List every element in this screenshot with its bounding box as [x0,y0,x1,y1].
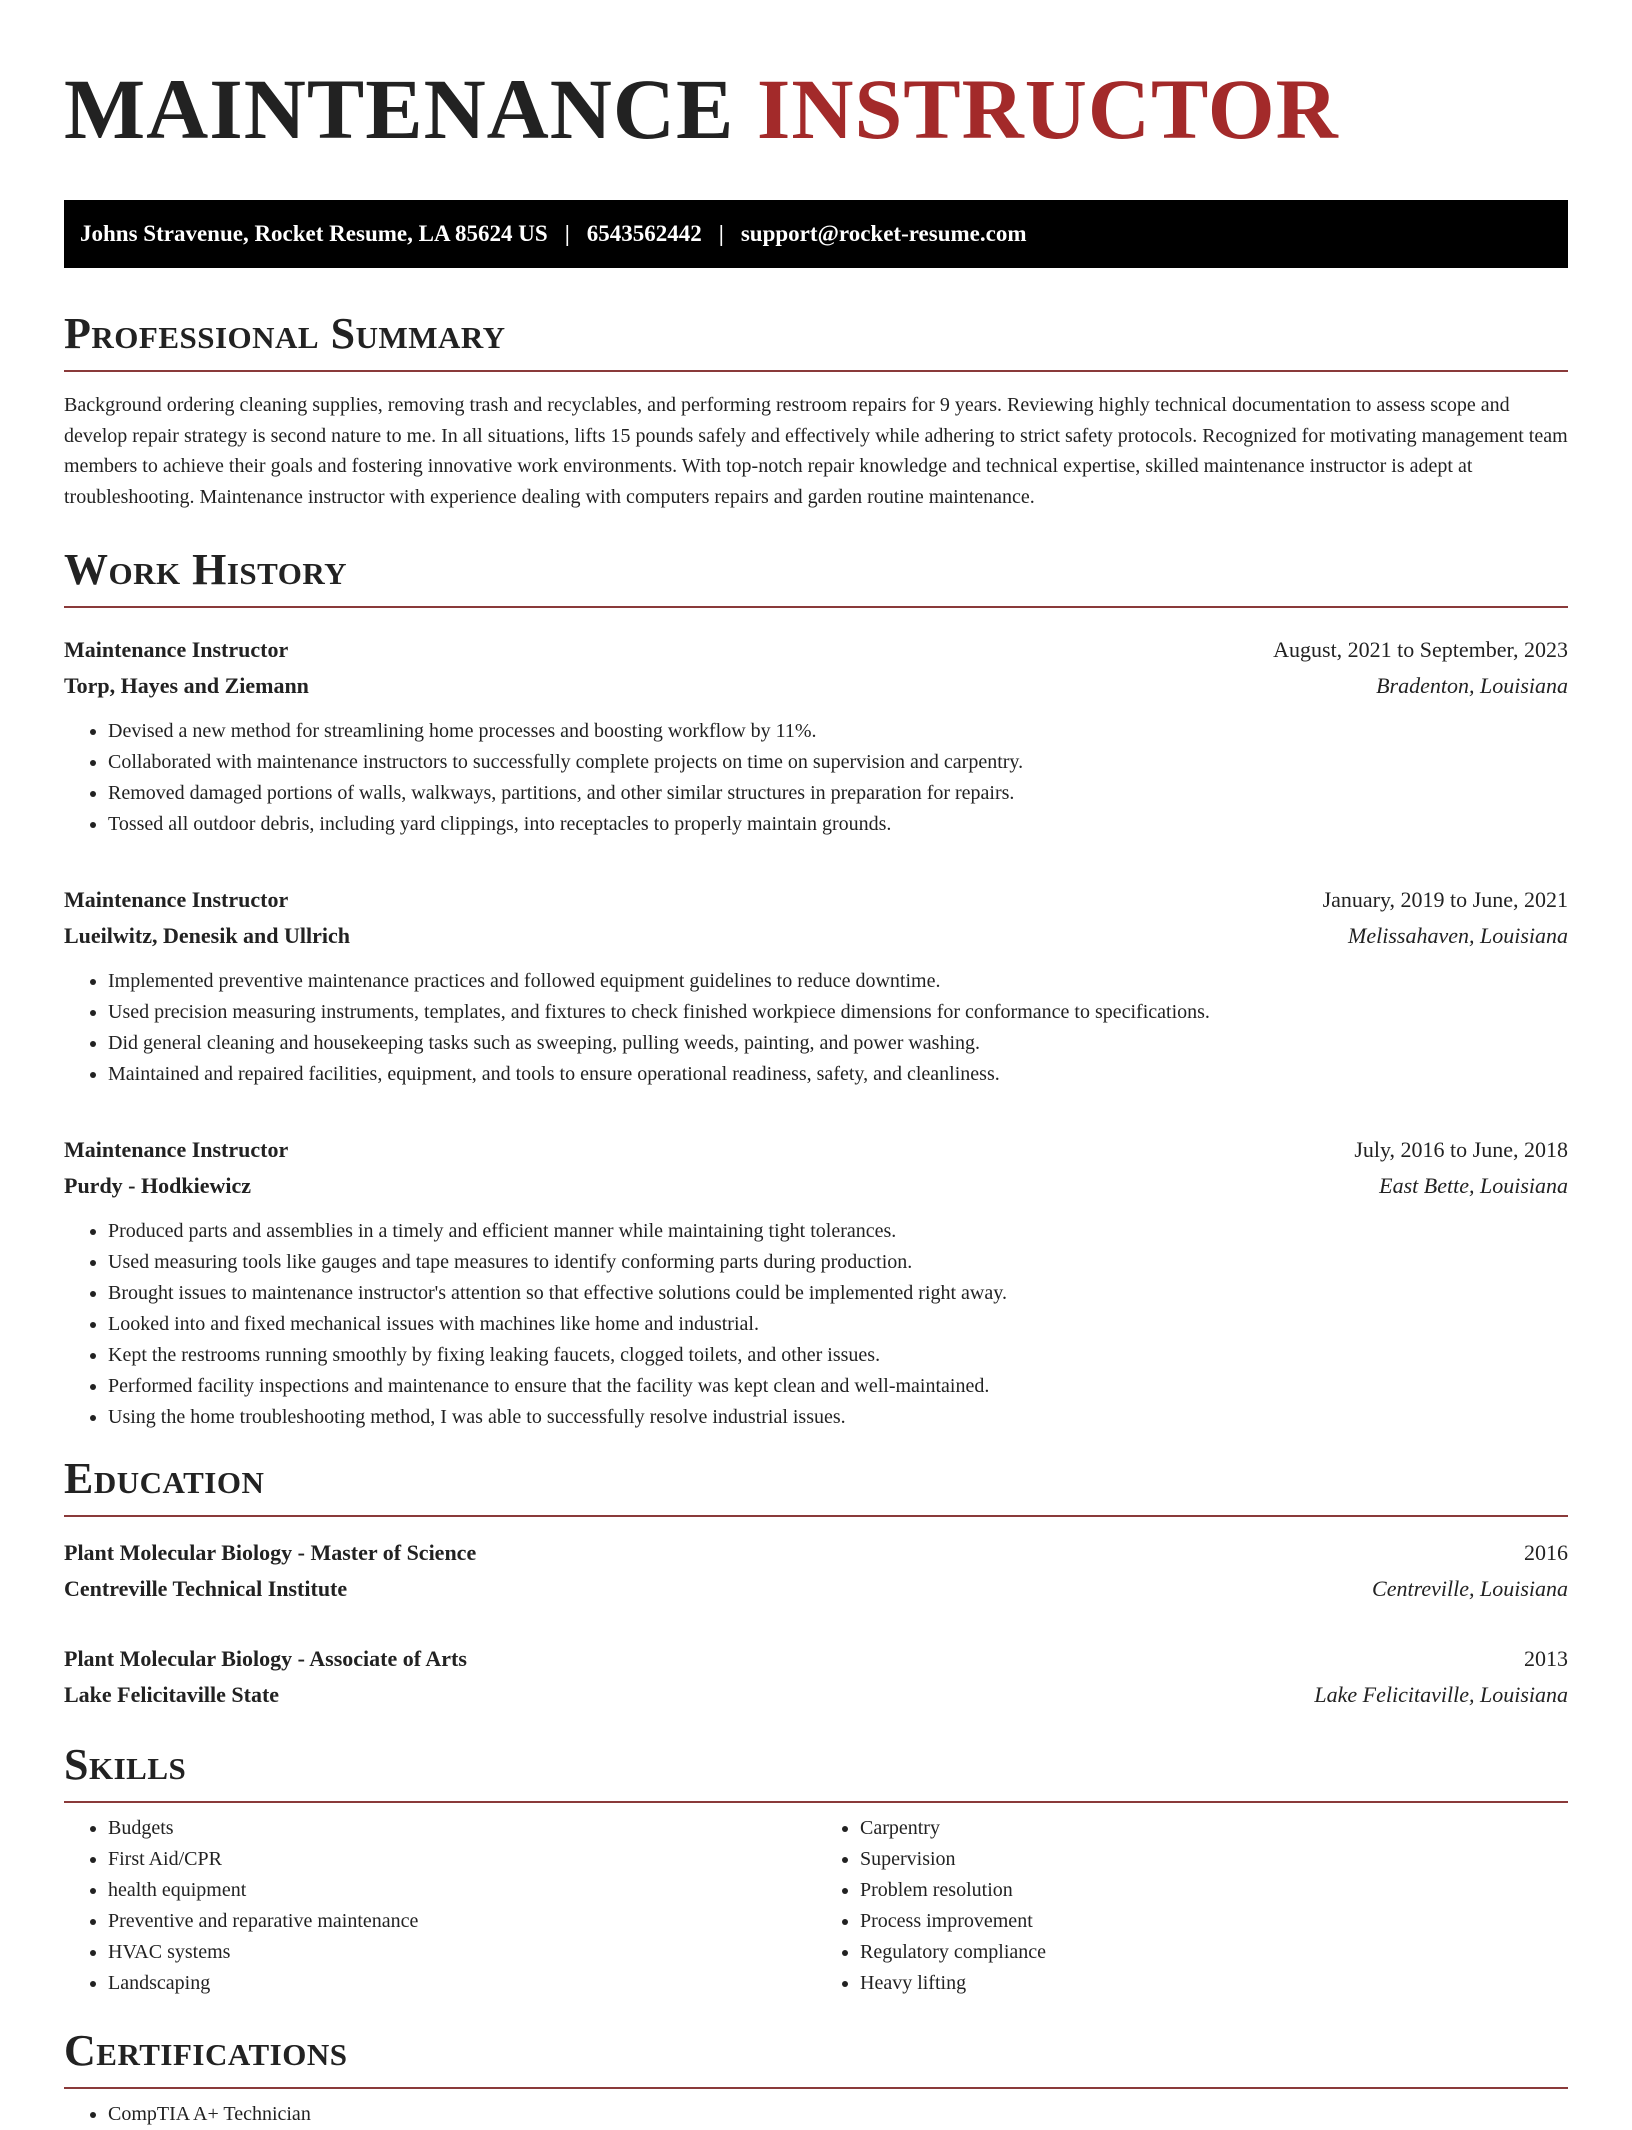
job-bullets [64,966,1568,1090]
contact-bar [64,200,1568,268]
job-location: Melissahaven, Louisiana [1348,923,1568,948]
education-location: Lake Felicitaville, Louisiana [1314,1682,1568,1707]
skill-item: • Regulatory compliance [860,1937,1568,1968]
education-section [64,1454,1568,1713]
skills-column-left [64,1813,816,1999]
skills-grid [64,1813,1568,1999]
skills-heading: Skills [64,1743,1568,1803]
education-location: Centreville, Louisiana [1372,1576,1568,1601]
job-bullet: • Tossed all outdoor debris, including yard clippings, into receptacles to properly maintain grounds. [108,809,1568,840]
education-school: Lake Felicitaville State [64,1682,280,1707]
job-entry [64,1132,1568,1433]
certifications-list [64,2099,1568,2130]
job-bullet: • Used measuring tools like gauges and tape measures to identify conforming parts during production. [108,1247,1568,1278]
skills-column-right [816,1813,1568,1999]
skill-item: • Budgets [108,1813,816,1844]
skill-item: • Supervision [860,1844,1568,1875]
contact-separator: | [564,221,570,246]
work-history-heading: Work History [64,548,1568,608]
education-entry [64,1641,1568,1713]
job-location: Bradenton, Louisiana [1376,673,1568,698]
job-entry [64,632,1568,840]
certifications-section [64,2026,1568,2130]
resume-title [64,61,1568,172]
skills-section [64,1740,1568,1999]
job-location: East Bette, Louisiana [1379,1173,1568,1198]
summary-text: Background ordering cleaning supplies, removing trash and recyclables, and performing restroom repairs for 9 years. Reviewing highly technical documentation to assess scope and develop repair strategy is second nature to me. In all situations, lifts 15 pounds safely and effectively while adhering to strict safety protocols. Recognized for motivating management team members to achieve their goals and fostering innovative work environments. With top-notch repair knowledge and technical expertise, skilled maintenance instructor is adept at troubleshooting. Maintenance instructor with experience dealing with computers repairs and garden routine maintenance. [64,394,1568,508]
contact-separator: | [718,221,724,246]
work-history-section [64,545,1568,1433]
education-year: 2013 [1524,1646,1568,1671]
summary-heading: Professional Summary [64,312,1568,372]
contact-phone: 6543562442 [586,221,702,246]
job-bullet: • Did general cleaning and housekeeping tasks such as sweeping, pulling weeds, painting, and power washing. [108,1028,1568,1059]
contact-email: support@rocket-resume.com [740,221,1027,246]
summary-section [64,309,1568,512]
job-entry [64,882,1568,1090]
job-dates: August, 2021 to September, 2023 [1273,637,1568,662]
skill-item: • HVAC systems [108,1937,816,1968]
education-degree: Plant Molecular Biology - Associate of Arts [64,1646,467,1671]
education-degree: Plant Molecular Biology - Master of Science [64,1540,477,1565]
job-title: Maintenance Instructor [64,887,289,912]
job-bullets [64,1216,1568,1433]
contact-address: Johns Stravenue, Rocket Resume, LA 85624 US [80,221,548,246]
job-bullet: • Produced parts and assemblies in a timely and efficient manner while maintaining tight tolerances. [108,1216,1568,1247]
job-bullet: • Brought issues to maintenance instructor's attention so that effective solutions could be implemented right away. [108,1278,1568,1309]
job-bullet: • Maintained and repaired facilities, equipment, and tools to ensure operational readiness, safety, and cleanliness. [108,1059,1568,1090]
skill-item: • Carpentry [860,1813,1568,1844]
job-bullet: • Used precision measuring instruments, templates, and fixtures to check finished workpiece dimensions for conformance to specifications. [108,997,1568,1028]
job-title: Maintenance Instructor [64,1137,289,1162]
job-bullet: • Devised a new method for streamlining home processes and boosting workflow by 11%. [108,716,1568,747]
job-title: Maintenance Instructor [64,637,289,662]
education-school: Centreville Technical Institute [64,1576,348,1601]
certification-item: • CompTIA A+ Technician [108,2099,1568,2130]
job-bullets [64,716,1568,840]
job-dates: July, 2016 to June, 2018 [1354,1137,1568,1162]
skill-item: • Problem resolution [860,1875,1568,1906]
job-bullet: • Removed damaged portions of walls, walkways, partitions, and other similar structures in preparation for repairs. [108,778,1568,809]
skill-item: • Preventive and reparative maintenance [108,1906,816,1937]
education-heading: Education [64,1457,1568,1517]
education-year: 2016 [1524,1540,1568,1565]
job-bullet: • Performed facility inspections and maintenance to ensure that the facility was kept clean and well-maintained. [108,1371,1568,1402]
certifications-heading: Certifications [64,2029,1568,2089]
title-second-word: INSTRUCTOR [756,61,1339,157]
job-company: Lueilwitz, Denesik and Ullrich [64,923,351,948]
job-company: Torp, Hayes and Ziemann [64,673,309,698]
job-dates: January, 2019 to June, 2021 [1322,887,1568,912]
job-bullet: • Kept the restrooms running smoothly by fixing leaking faucets, clogged toilets, and other issues. [108,1340,1568,1371]
skill-item: • Landscaping [108,1968,816,1999]
skill-item: • First Aid/CPR [108,1844,816,1875]
skill-item: • Process improvement [860,1906,1568,1937]
job-bullet: • Using the home troubleshooting method, I was able to successfully resolve industrial issues. [108,1402,1568,1433]
title-first-word: MAINTENANCE [64,61,735,157]
job-bullet: • Looked into and fixed mechanical issues with machines like home and industrial. [108,1309,1568,1340]
education-entry [64,1535,1568,1607]
job-bullet: • Implemented preventive maintenance practices and followed equipment guidelines to reduce downtime. [108,966,1568,997]
job-company: Purdy - Hodkiewicz [64,1173,251,1198]
skill-item: • health equipment [108,1875,816,1906]
skill-item: • Heavy lifting [860,1968,1568,1999]
job-bullet: • Collaborated with maintenance instructors to successfully complete projects on time on supervision and carpentry. [108,747,1568,778]
